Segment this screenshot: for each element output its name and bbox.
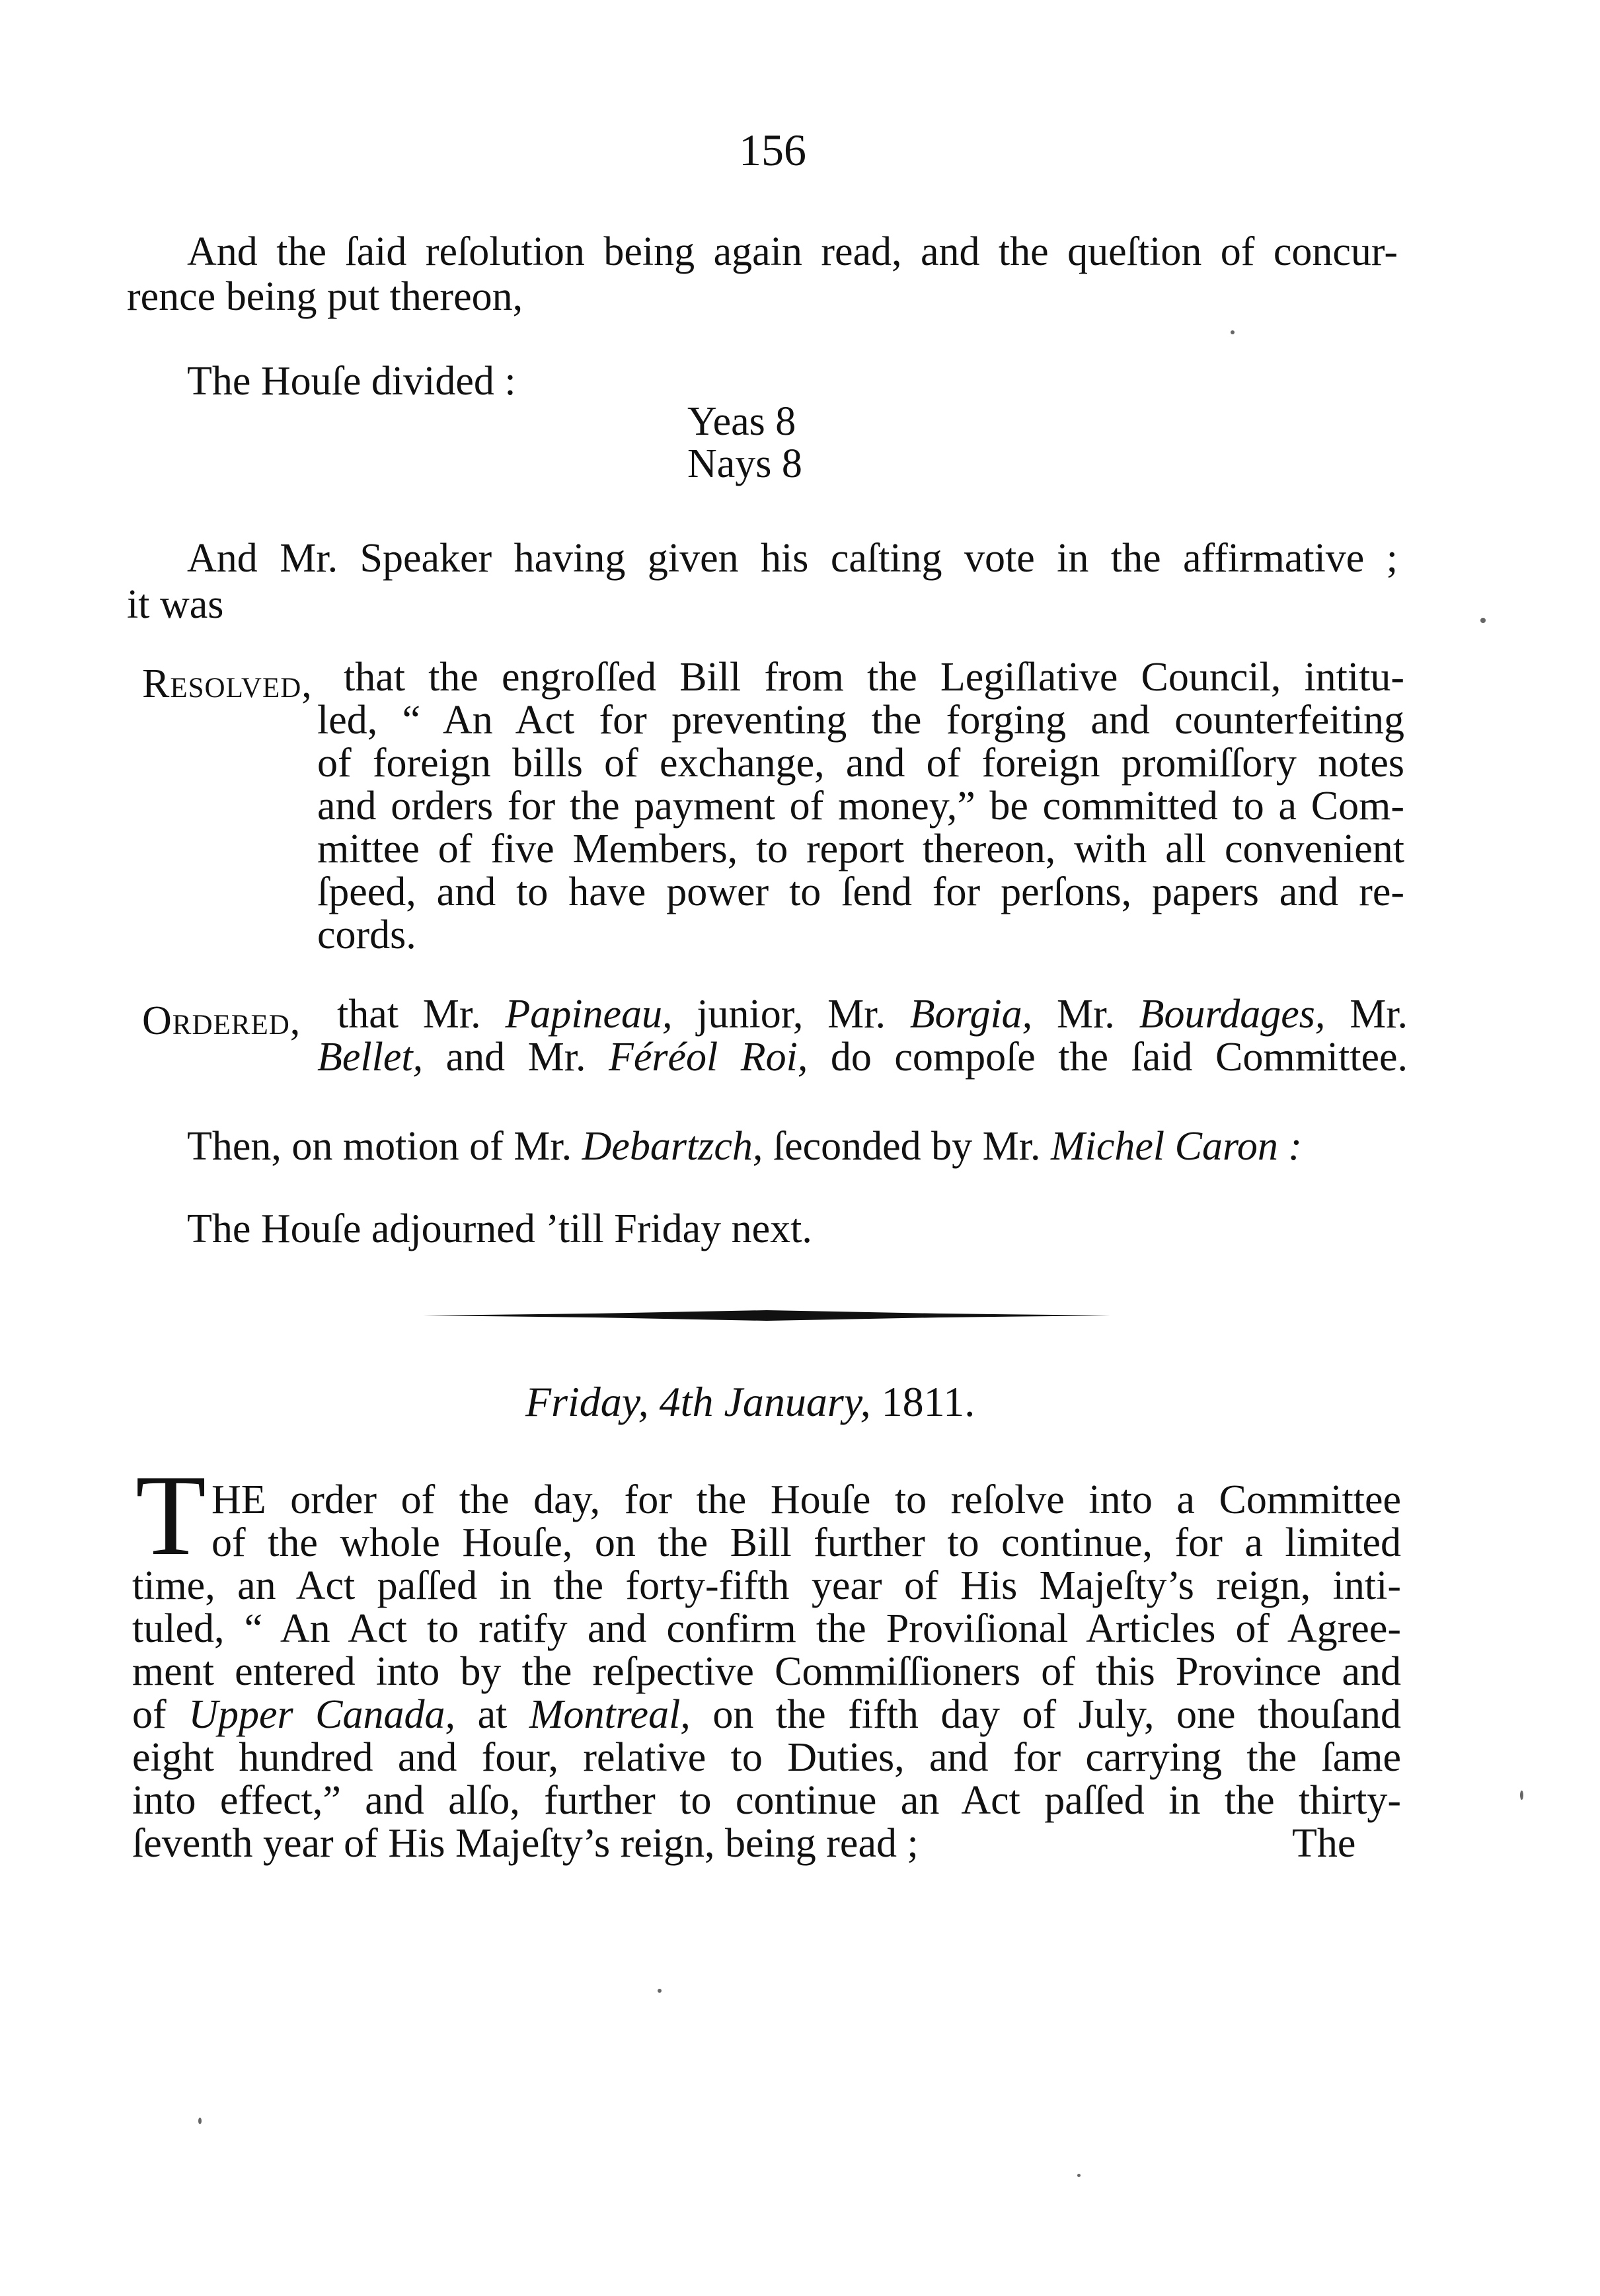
ordered-text: and Mr. (445, 1035, 586, 1080)
paragraph-text: at (477, 1692, 508, 1737)
ordered-line (337, 991, 1408, 1038)
resolved-line: led, “ An Act for preventing the forging and counterfeiting (317, 698, 1404, 743)
paragraph-text: on the fifth day of July, one thouſand (712, 1692, 1402, 1737)
ordered-text: that Mr. (337, 992, 481, 1037)
member-name: Borgia, (909, 992, 1033, 1037)
date-date: 4th January, (659, 1378, 871, 1425)
adjourned-line: The Houſe adjourned ’till Friday next. (187, 1206, 812, 1251)
paragraph-line: ment entered into by the reſpective Commiſſioners of this Province and (132, 1649, 1401, 1694)
paragraph-text: of (132, 1692, 167, 1737)
ordered-line (317, 1034, 1408, 1081)
paragraph-line: ſeventh year of His Majeſty’s reign, being read ; (132, 1821, 919, 1866)
paragraph-line: tuled, “ An Act to ratify and confirm the Proviſional Articles of Agree- (132, 1606, 1401, 1651)
scan-speck (1480, 618, 1486, 623)
yeas-count: 8 (775, 399, 796, 444)
paragraph-line: time, an Act paſſed in the forty-fifth year of His Majeſty’s reign, inti- (132, 1563, 1401, 1608)
paragraph-line: And Mr. Speaker having given his caſting vote in the affirmative ; (187, 536, 1398, 581)
motion-text: Then, on motion of Mr. (187, 1124, 572, 1169)
ordered-text: junior, Mr. (697, 992, 886, 1037)
paragraph-line: eight hundred and four, relative to Duties, and for carrying the ſame (132, 1735, 1401, 1780)
division-intro: The Houſe divided : (187, 359, 516, 404)
date-day: Friday, (525, 1378, 649, 1425)
member-name: Debartzch, (582, 1124, 763, 1169)
place-name: Upper Canada, (188, 1692, 456, 1737)
nays-label: Nays (687, 441, 772, 486)
paragraph-line: rence being put thereon, (127, 274, 523, 319)
ordered-text: Mr. (1056, 992, 1115, 1037)
scan-speck (1077, 2174, 1081, 2177)
ordered-text: do compoſe the ſaid Committee. (830, 1035, 1408, 1080)
paragraph-line: into effect,” and alſo, further to continue an Act paſſed in the thirty- (132, 1778, 1401, 1823)
resolved-line: that the engroſſed Bill from the Legiſlative Council, intitu- (344, 655, 1404, 700)
resolved-line: mittee of five Members, to report thereon, with all convenient (317, 827, 1404, 871)
ordered-text: Mr. (1350, 992, 1408, 1037)
paragraph-line: it was (127, 582, 224, 627)
member-name: Papineau, (505, 992, 673, 1037)
motion-text: ſeconded by Mr. (773, 1124, 1041, 1169)
resolved-label: Resolved, (142, 661, 313, 706)
scan-speck (1231, 330, 1235, 334)
resolved-line: ſpeed, and to have power to ſend for perſons, papers and re- (317, 870, 1404, 914)
nays-line (687, 441, 802, 488)
resolved-line: and orders for the payment of money,” be committed to a Com- (317, 784, 1404, 829)
motion-line (187, 1123, 1302, 1170)
scan-speck (198, 2118, 202, 2124)
resolved-line: of foreign bills of exchange, and of foreign promiſſory notes (317, 741, 1404, 786)
date-year: 1811. (881, 1378, 975, 1425)
paragraph-line (132, 1691, 1401, 1738)
yeas-label: Yeas (687, 399, 765, 444)
scan-speck (1520, 1791, 1523, 1800)
member-name: Bourdages, (1139, 992, 1326, 1037)
date-heading (525, 1378, 975, 1426)
paragraph-line: And the ſaid reſolution being again read, and the queſtion of concur- (187, 229, 1398, 274)
member-name: Michel Caron : (1051, 1124, 1302, 1169)
paragraph-line: HE order of the day, for the Houſe to reſolve into a Committee (211, 1477, 1401, 1522)
resolved-line: cords. (317, 912, 416, 957)
section-rule (423, 1308, 1110, 1323)
paragraph-line: of the whole Houſe, on the Bill further to continue, for a limited (211, 1520, 1401, 1565)
page-number: 156 (739, 125, 806, 175)
member-name: Bellet, (317, 1035, 424, 1080)
nays-count: 8 (781, 441, 802, 486)
place-name: Montreal, (529, 1692, 691, 1737)
catchword: The (1292, 1821, 1356, 1866)
member-name: Féréol Roi, (608, 1035, 808, 1080)
ordered-label: Ordered, (142, 998, 301, 1043)
yeas-line (687, 398, 796, 445)
scan-speck (658, 1989, 662, 1993)
drop-cap: T (135, 1451, 206, 1579)
